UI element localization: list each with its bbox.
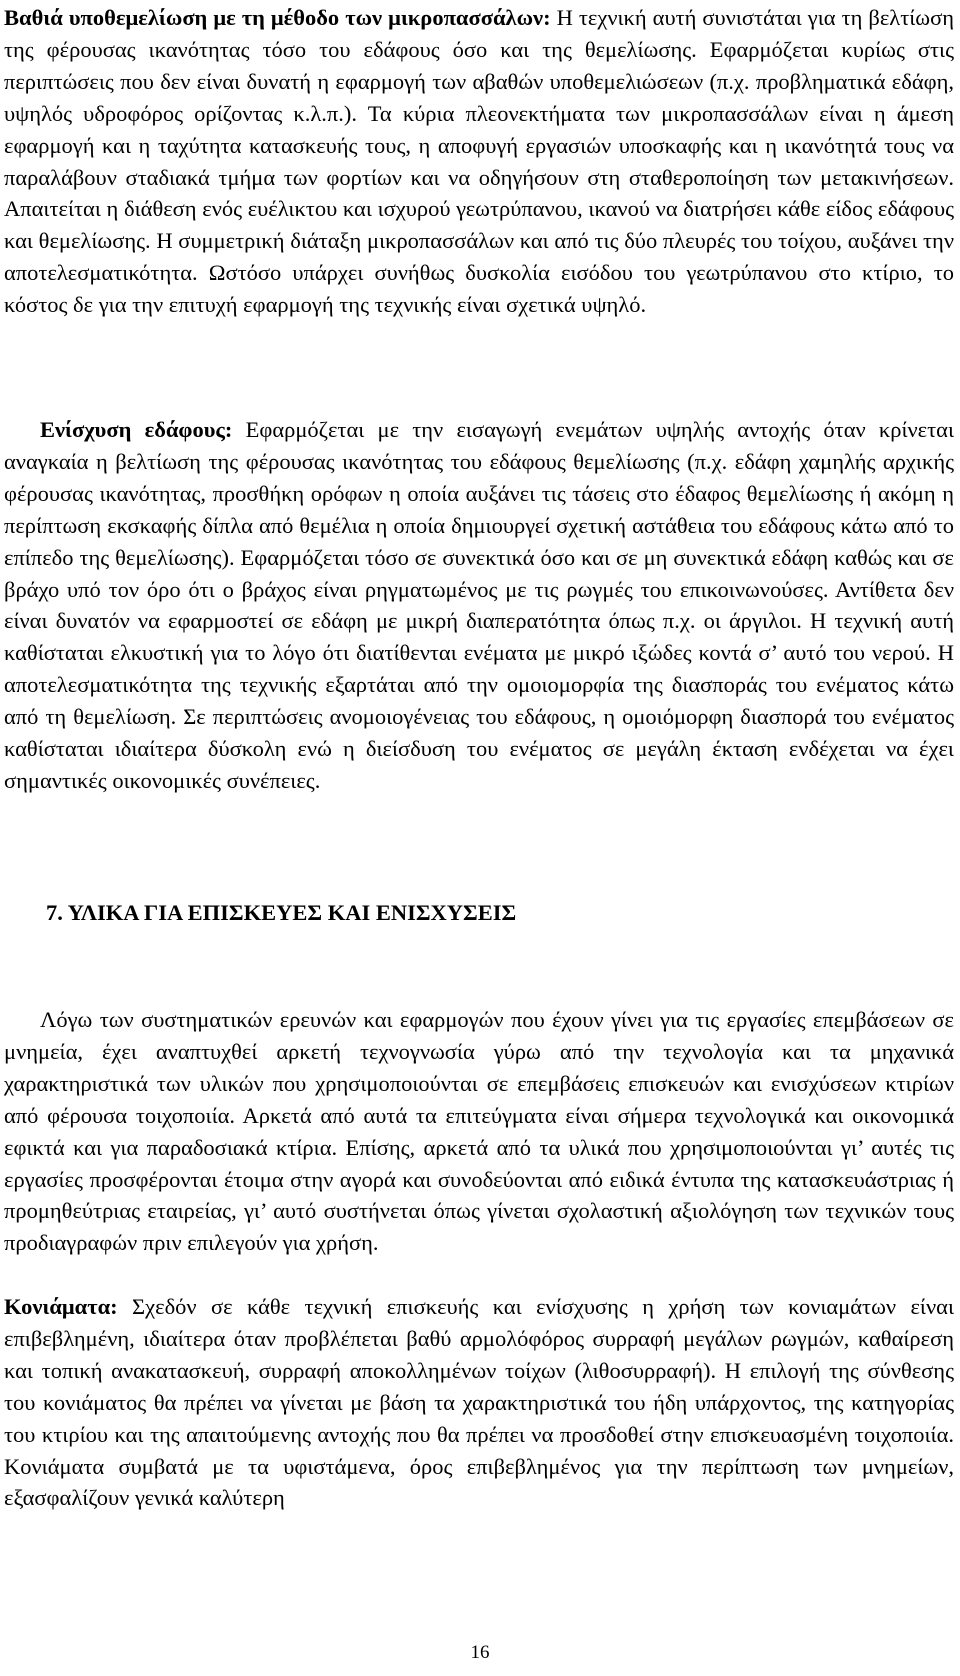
paragraph-mortars xyxy=(4,1291,954,1514)
paragraph-body-materials-intro: Λόγω των συστηματικών ερευνών και εφαρμογών που έχουν γίνει για τις εργασίες επεμβάσεων σε μνημεία, έχει αναπτυχθεί αρκετή τεχνογνωσία γύρω από την τεχνολογία και τα μηχανικά χαρακτηριστικά των υλικών που χρησιμοποιούνται σε επεμβάσεις επισκευών και ενισχύσεων κτιρίων από φέρουσα τοιχοποιία. Αρκετά από αυτά τα επιτεύγματα είναι σήμερα τεχνολογικά και οικονομικά εφικτά και για παραδοσιακά κτίρια. Επίσης, αρκετά από τα υλικά που χρησιμοποιούνται γι’ αυτές τις εργασίες προσφέρονται έτοιμα στην αγορά και συνοδεύονται από ειδικά έντυπα της κατασκευάστριας ή προμηθεύτριας εταιρείας, γι’ αυτό συστήνεται όπως γίνεται σχολαστική αξιολόγηση των τεχνικών τους προδιαγραφών πριν επιλεγούν για χρήση. xyxy=(4,1007,954,1256)
paragraph-materials-intro xyxy=(4,1004,954,1259)
paragraph-lead-mortars: Κονιάματα: xyxy=(4,1294,118,1319)
paragraph-lead-micropiles: Βαθιά υποθεμελίωση με τη μέθοδο των μικροπασσάλων: xyxy=(4,5,551,30)
paragraph-body-micropiles: Η τεχνική αυτή συνιστάται για τη βελτίωση της φέρουσας ικανότητας τόσο του εδάφους όσο και της θεμελίωσης. Εφαρμόζεται κυρίως στις περιπτώσεις που δεν είναι δυνατή η εφαρμογή των αβαθών υποθεμελιώσεων (π.χ. προβληματικά εδάφη, υψηλός υδροφόρος ορίζοντας κ.λ.π.). Τα κύρια πλεονεκτήματα των μικροπασσάλων είναι η άμεση εφαρμογή και η ταχύτητα κατασκευής τους, η αποφυγή εργασιών υποσκαφής και η ικανότητά τους να παραλάβουν σταδιακά τμήμα των φορτίων και να οδηγήσουν στη σταθεροποίηση των μετακινήσεων. Απαιτείται η διάθεση ενός ευέλικτου και ισχυρού γεωτρύπανου, ικανού να διατρήσει κάθε είδος εδάφους και θεμελίωσης. Η συμμετρική διάταξη μικροπασσάλων και από τις δύο πλευρές του τοίχου, αυξάνει την αποτελεσματικότητα. Ωστόσο υπάρχει συνήθως δυσκολία εισόδου του γεωτρύπανου στο κτίριο, το κόστος δε για την επιτυχή εφαρμογή της τεχνικής είναι σχετικά υψηλό. xyxy=(4,5,954,318)
paragraph-soil-strengthening xyxy=(4,414,954,797)
section-heading: 7. ΥΛΙΚΑ ΓΙΑ ΕΠΙΣΚΕΥΕΣ ΚΑΙ ΕΝΙΣΧΥΣΕΙΣ xyxy=(46,900,517,925)
paragraph-body-soil-strengthening: Εφαρμόζεται με την εισαγωγή ενεμάτων υψηλής αντοχής όταν κρίνεται αναγκαία η βελτίωση της φέρουσας ικανότητας του εδάφους θεμελίωσης (π.χ. εδάφη χαμηλής αρχικής φέρουσας ικανότητας, προσθήκη ορόφων η οποία αυξάνει τις τάσεις στο έδαφος θεμελίωσης ή ακόμη η περίπτωση εκσκαφής δίπλα από θεμέλια η οποία δημιουργεί σχετική αστάθεια του εδάφους κάτω από το επίπεδο της θεμελίωσης). Εφαρμόζεται τόσο σε συνεκτικά όσο και σε μη συνεκτικά εδάφη καθώς και σε βράχο υπό τον όρο ότι ο βράχος είναι ρηγματωμένος με τις ρωγμές του επικοινωνούσες. Αντίθετα δεν είναι δυνατόν να εφαρμοστεί σε εδάφη με μικρή διαπερατότητα όπως π.χ. οι άργιλοι. Η τεχνική αυτή καθίσταται ελκυστική για το λόγο ότι διατίθενται ενέματα με μικρό ιξώδες κοντά σ’ αυτό του νερού. Η αποτελεσματικότητα της τεχνικής εξαρτάται από την ομοιομορφία της διασποράς του ενέματος κάτω από τη θεμελίωση. Σε περιπτώσεις ανομοιογένειας του εδάφους, η ομοιόμορφη διασπορά του ενέματος καθίσταται ιδιαίτερα δύσκολη ενώ η διείσδυση του ενέματος σε μεγάλη έκταση ενδέχεται να έχει σημαντικές οικονομικές συνέπειες. xyxy=(4,417,955,793)
paragraph-micropiles xyxy=(4,2,954,321)
paragraph-body-mortars: Σχεδόν σε κάθε τεχνική επισκευής και ενίσχυσης η χρήση των κονιαμάτων είναι επιβεβλημένη, ιδιαίτερα όταν προβλέπεται βαθύ αρμολόφόρος συρραφή μεγάλων ρωγμών, καθαίρεση και τοπική ανακατασκευή, συρραφή αποκολλημένων τοίχων (λιθοσυρραφή). Η επιλογή της σύνθεσης του κονιάματος θα πρέπει να γίνεται με βάση τα χαρακτηριστικά του ήδη υπάρχοντος, της κατηγορίας του κτιρίου και της απαιτούμενης αντοχής που θα πρέπει να προσδοθεί στην επισκευασμένη τοιχοποιία. Κονιάματα συμβατά με τα υφιστάμενα, όρος επιβεβλημένος για την περίπτωση των μνημείων, εξασφαλίζουν γενικά καλύτερη xyxy=(4,1294,954,1511)
page-number: 16 xyxy=(470,1642,490,1663)
paragraph-lead-soil-strengthening: Ενίσχυση εδάφους: xyxy=(40,417,233,442)
